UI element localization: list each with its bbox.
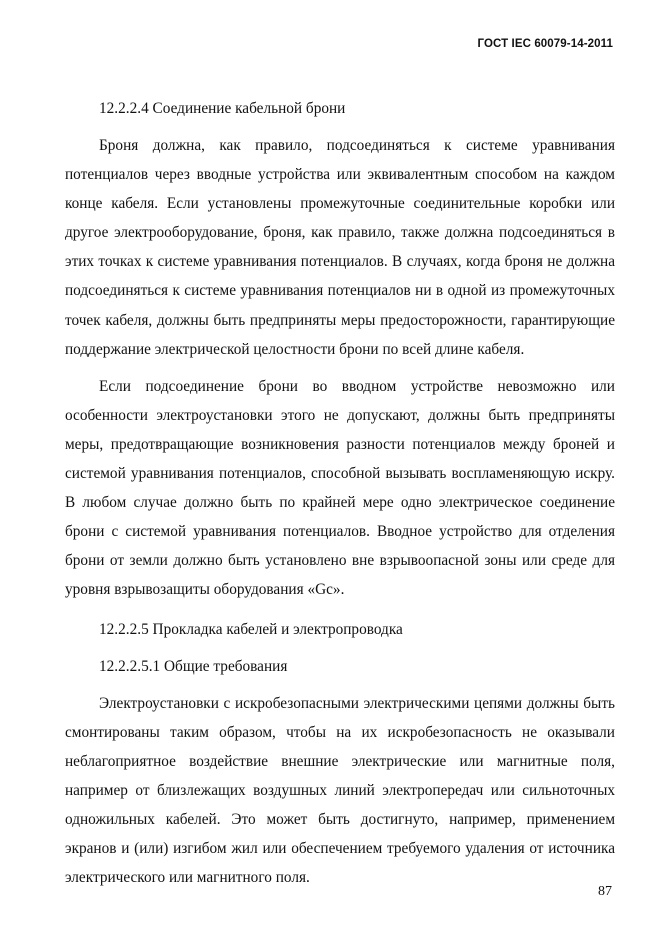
spacer	[65, 644, 615, 652]
paragraph-armor-connection-1: Броня должна, как правило, подсоединяться к системе уравнивания потенциалов через вводные устройства или эквивалентным способом на каждом конце кабеля. Если установлены промежуточные соединительные коробки или другое электрооборудование, броня, как правило, также должна подсоединяться в этих точках к системе уравнивания потенциалов. В случаях, когда броня не должна подсоединяться к системе уравнивания потенциалов ни в одной из промежуточных точек кабеля, должны быть предприняты меры предосторожности, гарантирующие поддержание электрической целостности брони по всей длине кабеля.	[65, 137, 615, 358]
paragraph-armor-connection-2: Если подсоединение брони во вводном устройстве невозможно или особенности электроустановки этого не допускают, должны быть предприняты меры, предотвращающие возникновения разности потенциалов между броней и системой уравнивания потенциалов, способной вызывать воспламеняющую искру. В любом случае должно быть по крайней мере одно электрическое соединение брони с системой уравнивания потенциалов. Вводное устройство для отделения брони от земли должно быть установлено вне взрывоопасной зоны или среде для уровня взрывозащиты оборудования «Gc».	[65, 377, 615, 599]
page-number: 87	[598, 884, 612, 899]
spacer	[65, 681, 615, 689]
spacer	[65, 605, 615, 615]
section-heading-cable-laying: 12.2.2.5 Прокладка кабелей и электропроводка	[99, 620, 403, 638]
spacer	[65, 123, 615, 131]
page-content	[65, 94, 615, 892]
document-header: ГОСТ IEC 60079-14-2011	[477, 38, 613, 50]
section-heading-armor-connection: 12.2.2.4 Соединение кабельной брони	[99, 100, 346, 117]
paragraph-general-requirements: Электроустановки с искробезопасными электрическими цепями должны быть смонтированы таким образом, чтобы на их искробезопасность не оказывали неблагоприятное воздействие внешние электрические или магнитные поля, например от близлежащих воздушных линий электропередач или сильноточных одножильных кабелей. Это может быть достигнуто, например, применением экранов и (или) изгибом жил или обеспечением требуемого удаления от источника электрического или магнитного поля.	[65, 694, 615, 887]
section-heading-general-requirements: 12.2.2.5.1 Общие требования	[99, 657, 288, 675]
spacer	[65, 364, 615, 372]
